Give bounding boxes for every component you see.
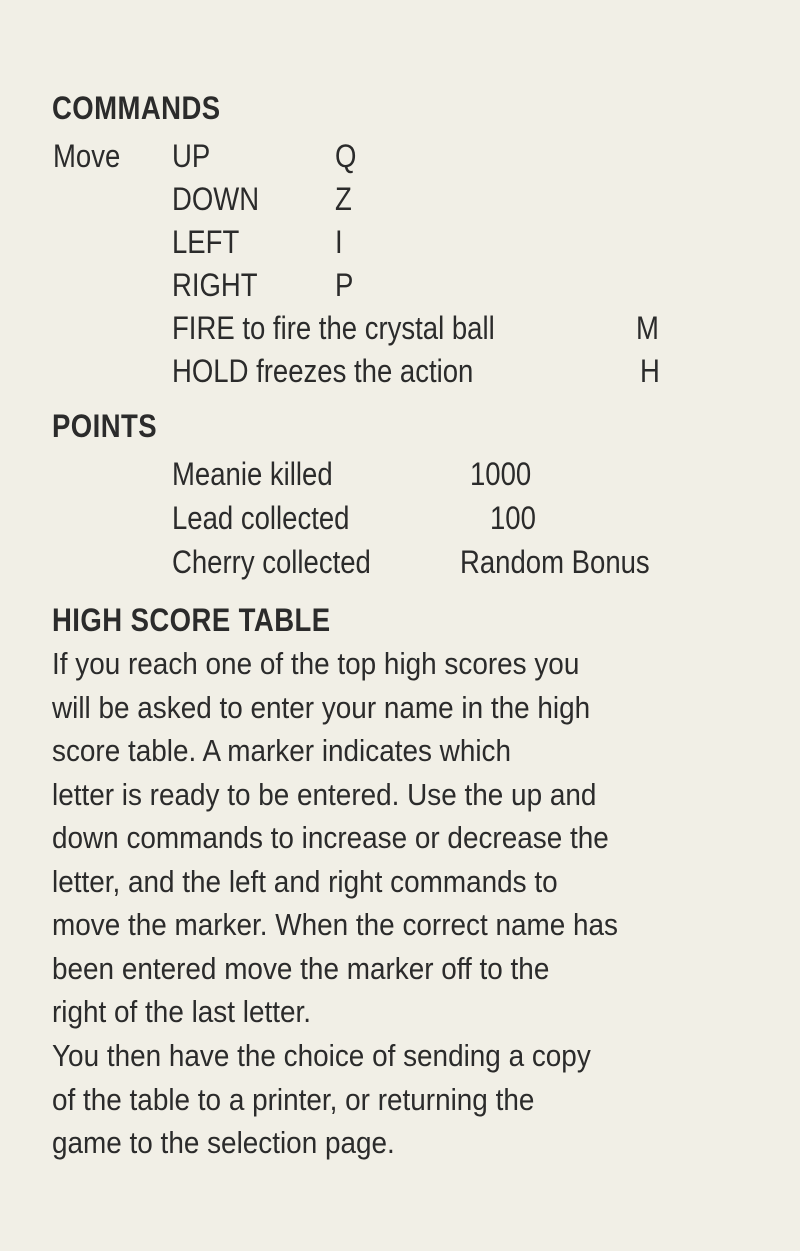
move-down-key: Z (335, 181, 352, 217)
hold-command-key: H (640, 353, 660, 389)
points-cherry-label: Cherry collected (172, 544, 371, 580)
points-lead-label: Lead collected (172, 500, 350, 536)
move-up-key: Q (335, 138, 357, 174)
paragraph-line: game to the selection page. (52, 1125, 395, 1160)
high-score-paragraph-1 (52, 642, 752, 1034)
move-up-label: UP (172, 138, 211, 174)
paragraph-line: right of the last letter. (52, 994, 311, 1029)
move-label: Move (53, 138, 121, 174)
points-heading: POINTS (52, 408, 158, 444)
paragraph-line: letter is ready to be entered. Use the up and (52, 776, 597, 812)
move-right-key: P (335, 267, 354, 303)
paragraph-line: will be asked to enter your name in the high (52, 689, 591, 725)
move-down-label: DOWN (172, 181, 260, 217)
fire-command-key: M (636, 310, 659, 346)
paragraph-line: down commands to increase or decrease the (52, 820, 609, 855)
paragraph-line: move the marker. When the correct name has (52, 907, 619, 942)
paragraph-line: of the table to a printer, or returning the (52, 1081, 535, 1117)
high-score-paragraph-2 (52, 1034, 752, 1165)
move-left-label: LEFT (172, 224, 240, 260)
hold-command-label: HOLD freezes the action (172, 353, 474, 389)
high-score-heading: HIGH SCORE TABLE (52, 602, 331, 638)
paragraph-line: If you reach one of the top high scores you (52, 646, 580, 681)
paragraph-line: been entered move the marker off to the (52, 950, 550, 986)
paragraph-line: You then have the choice of sending a copy (52, 1038, 591, 1073)
paragraph-line: score table. A marker indicates which (52, 733, 512, 768)
points-cherry-value: Random Bonus (460, 544, 650, 580)
points-meanie-value: 1000 (470, 456, 532, 492)
points-lead-value: 100 (490, 500, 536, 536)
paragraph-line: letter, and the left and right commands to (52, 863, 558, 899)
commands-heading: COMMANDS (52, 90, 221, 126)
fire-command-label: FIRE to fire the crystal ball (172, 310, 495, 346)
move-left-key: I (335, 224, 343, 260)
points-meanie-label: Meanie killed (172, 456, 333, 492)
move-right-label: RIGHT (172, 267, 258, 303)
